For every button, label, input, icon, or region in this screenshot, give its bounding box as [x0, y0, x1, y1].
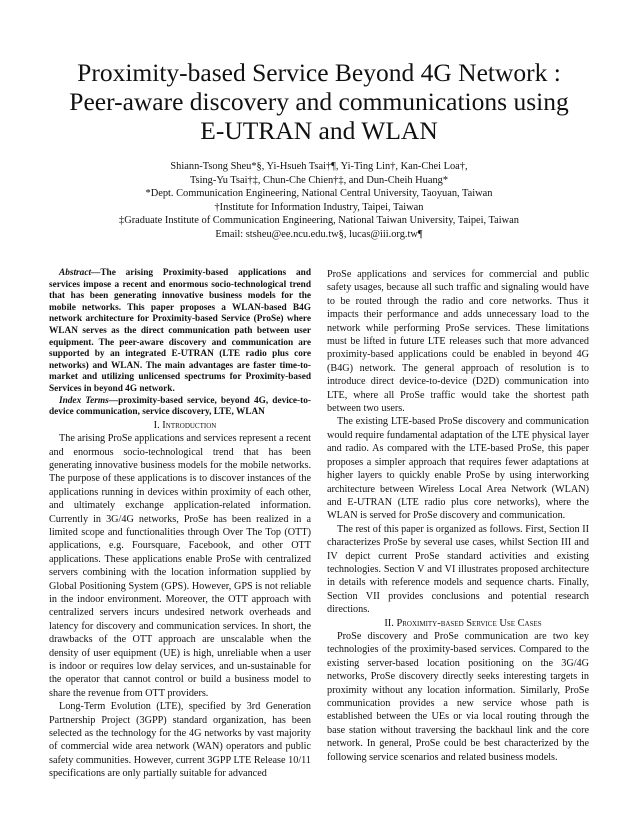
- author-line: Shiann-Tsong Sheu*§, Yi-Hsueh Tsai†¶, Yi-Ting Lin†, Kan-Chei Loa†,: [170, 161, 468, 172]
- affiliation-line: ‡Graduate Institute of Communication Engineering, National Taiwan University, Taipei, Taiwan: [119, 215, 519, 227]
- paper-title: [40, 58, 598, 145]
- paragraph: Long-Term Evolution (LTE), specified by 3rd Generation Partnership Project (3GPP) standard organization, has been selected as the technology for the 4G networks by vast majority of commercial wide area network (WAN) operators and public safety communities. However, current 3GPP LTE Release 10/11 specifications are only partially suitable for advanced: [49, 701, 311, 780]
- paragraph: The arising ProSe applications and services represent a recent and enormous socio-technological trend that has been generating innovative business models for the mobile networks. The purpose of these applications is to discover instances of the applications running in devices within proximity of each other, and ultimately exchange application-related information. Currently in 3G/4G networks, ProSe has been realized in a limited scope and functionalities through Over The Top (OTT) applications, e.g. Foursquare, Facebook, and other OTT applications. These applications enable ProSe with centralized servers combining with the location information supplied by Global Positioning System (GPS). However, GPS is not reliable in the indoor environment. Moreover, the OTT approach with centralized servers incurs undesired network overheads and latency for discovery and communication services. In short, the drawbacks of the OTT approach are unscalable when the density of user equipment (UE) is high, unreliable when a user is indoor or requires low delay services, and un-sustainable for the operator that cannot control or build a business model to share the revenue from OTT providers.: [49, 433, 311, 699]
- author-line: Tsing-Yu Tsai†‡, Chun-Che Chien†‡, and Dun-Cheih Huang*: [189, 174, 449, 186]
- paragraph: ProSe discovery and ProSe communication are two key technologies of the proximity-based services. Compared to the existing server-based location positioning on the 3G/4G networks, ProSe discovery directly seeks interesting targets in proximity without any location information. Similarly, ProSe communication provides a new service whose path is established between the UEs or via local routing through the base station without traversing the backhaul link and the core network. In general, ProSe could be best characterized by the following service scenarios and related business models.: [327, 630, 589, 763]
- section-heading: I. Introduction: [153, 419, 217, 431]
- index-terms-label: Index Terms: [59, 395, 109, 406]
- index-terms-text: —proximity-based service, beyond 4G, device-to-device communication, service discovery, LTE, WLAN: [49, 395, 311, 418]
- right-column: [327, 268, 589, 764]
- title-line: Peer-aware discovery and communications using: [69, 87, 569, 116]
- abstract: [49, 268, 311, 396]
- affiliation-line: †Institute for Information Industry, Taipei, Taiwan: [214, 201, 424, 213]
- abstract-text: —The arising Proximity-based applications and services impose a recent and enormous socio-technological trend that has been generating innovative business models for the mobile networks. This paper proposes a WLAN-based B4G network architecture for Proximity-based Service (ProSe) where WLAN serves as the direct communication path between user equipment. The peer-aware discovery and communication are supported by an integrated E-UTRAN (LTE radio plus core networks) and WLAN. The main advantages are faster time-to-market and utilizing unlicensed spectrums for Proximity-based Services in beyond 4G network.: [49, 268, 311, 394]
- index-terms: [49, 396, 311, 419]
- abstract-label: Abstract: [59, 268, 92, 278]
- title-line: E-UTRAN and WLAN: [200, 116, 438, 145]
- paragraph: ProSe applications and services for commercial and public safety usages, because all such traffic and signaling would have to be routed through the radio and core networks. Thus it impacts their performance and adds unnecessary load to the network while performing ProSe services. These limitations must be lifted in future LTE releases such that more advanced proximity-based applications could be enabled in beyond 4G (B4G) network. The general approach of resolution is to introduce direct device-to-device (D2D) communication into LTE, where all ProSe traffic would take the shortest path between two users.: [327, 269, 589, 415]
- author-block: [20, 160, 618, 242]
- title-line: Proximity-based Service Beyond 4G Network :: [77, 58, 561, 87]
- affiliation-line: *Dept. Communication Engineering, National Central University, Taoyuan, Taiwan: [145, 188, 493, 200]
- left-column: [49, 268, 311, 781]
- paragraph: The rest of this paper is organized as follows. First, Section II characterizes ProSe by several use cases, whilst Section III and IV depict current ProSe standard activities and existing technologies. Section V and VI illustrates proposed architecture in details with reference models and sequence charts. Finally, Section VII provides conclusions and potential research directions.: [327, 523, 589, 616]
- email-line: Email: stsheu@ee.ncu.edu.tw§, lucas@iii.org.tw¶: [215, 228, 423, 240]
- section-heading: II. Proximity-based Service Use Cases: [384, 617, 542, 629]
- paragraph: The existing LTE-based ProSe discovery and communication would require fundamental adaptation of the LTE physical layer and radio. As compared with the LTE-based ProSe, this paper proposes a simpler approach that requires fewer adaptations at higher layers to quickly enable ProSe by using interworking architecture between Wireless Local Area Network (WLAN) and E-UTRAN (LTE radio plus core networks), where the WLAN is served for ProSe discovery and communication.: [327, 416, 589, 522]
